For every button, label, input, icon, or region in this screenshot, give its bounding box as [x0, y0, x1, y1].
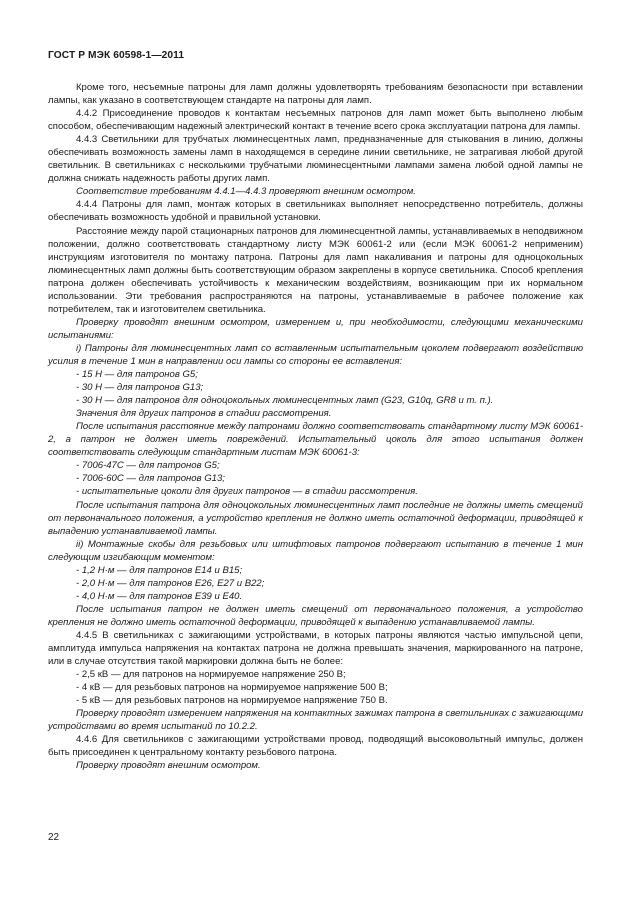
list-item: - 4 кВ — для резьбовых патронов на нормируемое напряжение 500 В; [76, 682, 388, 694]
paragraph: Расстояние между парой стационарных патронов для люминесцентной лампы, устанавливаемых в неподвижном положении, должно соответствовать стандартному листу МЭК 60061-2 или (если МЭК 60061-2 неприменим) инструкциям изготовителя по монтажу патрона. Патроны для ламп накаливания и патроны для одноцокольных люминесцентных ламп должны быть соответствующим образом закреплены в корпусе светильника. Способ крепления патрона должен обеспечивать устойчивость к механическим воздействиям, возникающим при их нормальном использовании. Эти требования распространяются на патроны, устанавливаемые в рабочее положение как потребителем, так и изготовителем светильника. [48, 225, 583, 315]
list-item: - испытательные цоколи для других патронов — в стадии рассмотрения. [76, 486, 418, 498]
document-header: ГОСТ Р МЭК 60598-1—2011 [48, 50, 185, 61]
paragraph: 4.4.5 В светильниках с зажигающими устройствами, в которых патроны являются частью импульсной цепи, амплитуда импульса напряжения на контактах патрона не должна превышать значения, маркированного на патроне, или в случае отсутствия такой маркировки должна быть не более: [48, 629, 583, 668]
paragraph: Проверку проводят внешним осмотром, измерением и, при необходимости, следующими механическими испытаниями: [48, 316, 583, 341]
list-item: - 4,0 Н·м — для патронов Е39 и Е40. [76, 590, 243, 602]
paragraph: ii) Монтажные скобы для резьбовых или штифтовых патронов подвергают испытанию в течение 1 мин следующим изгибающим моментом: [48, 538, 583, 563]
paragraph: Значения для других патронов в стадии рассмотрения. [76, 408, 332, 420]
paragraph: 4.4.2 Присоединение проводов к контактам несъемных патронов для ламп может быть выполнено любым способом, обеспечивающим надежный электрический контакт в течение всего срока эксплуатации патрона для лампы. [48, 108, 583, 133]
list-item: - 15 Н — для патронов G5; [76, 369, 198, 381]
paragraph: Проверку проводят измерением напряжения на контактных зажимах патрона в светильниках с зажигающими устройствами во время испытаний по 10.2.2. [48, 708, 584, 733]
paragraph: 4.4.3 Светильники для трубчатых люминесцентных ламп, предназначенные для стыкования в линию, должны обеспечивать возможность замены ламп в находящемся в середине линии светильнике, не затрагивая любой другой светильник. В светильниках с несколькими трубчатыми люминесцентными лампами замена любой одной лампы не должна снижать надежность работы других ламп. [48, 134, 583, 185]
list-item: - 30 Н — для патронов G13; [76, 382, 204, 394]
paragraph: После испытания патрон не должен иметь смещений от первоначального положения, а устройство крепления не должно иметь остаточной деформации, приводящей к выпадению устанавливаемой лампы. [48, 603, 583, 628]
paragraph: Соответствие требованиям 4.4.1—4.4.3 проверяют внешним осмотром. [76, 186, 416, 198]
paragraph: После испытания расстояние между патронами должно соответствовать стандартному листу МЭК 60061-2, а патрон не должен иметь повреждений. Испытательный цоколь для этого испытания должен соответствовать следующим стандартным листам МЭК 60061-3: [48, 421, 583, 459]
paragraph: После испытания патрона для одноцокольных люминесцентных ламп последние не должны иметь смещений от первоначального положения, а устройство крепления не должно иметь остаточной деформации, приводящей к выпадению устанавливаемой лампы. [48, 499, 583, 537]
paragraph: i) Патроны для люминесцентных ламп со вставленным испытательным цоколем подвергают воздействию усилия в течение 1 мин в направлении оси лампы со стороны ее вставления: [48, 342, 583, 367]
page-number: 22 [48, 832, 60, 843]
list-item: - 1,2 Н·м — для патронов Е14 и В15; [76, 564, 243, 576]
paragraph: 4.4.4 Патроны для ламп, монтаж которых в светильниках выполняет непосредственно потребитель, должны обеспечивать возможность удобной и правильной установки. [48, 199, 583, 224]
list-item: - 2,0 Н·м — для патронов Е26, Е27 и В22; [76, 577, 265, 589]
list-item: - 5 кВ — для резьбовых патронов на нормируемое напряжение 750 В. [76, 695, 388, 707]
list-item: - 7006-47С — для патронов G5; [76, 460, 220, 472]
paragraph: Проверку проводят внешним осмотром. [76, 760, 261, 772]
list-item: - 2,5 кВ — для патронов на нормируемое напряжение 250 В; [76, 669, 346, 681]
paragraph: Кроме того, несъемные патроны для ламп должны удовлетворять требованиям безопасности при вставлении лампы, как указано в соответствующем стандарте на патроны для ламп. [48, 82, 583, 107]
list-item: - 30 Н — для патронов для одноцокольных люминесцентных ламп (G23, G10q, GR8 и т. п.). [76, 395, 494, 407]
paragraph: 4.4.6 Для светильников с зажигающими устройствами провод, подводящий высоковольтный импульс, должен быть присоединен к центральному контакту резьбового патрона. [48, 734, 583, 759]
document-body [48, 81, 583, 772]
list-item: - 7006-60С — для патронов G13; [76, 473, 225, 485]
